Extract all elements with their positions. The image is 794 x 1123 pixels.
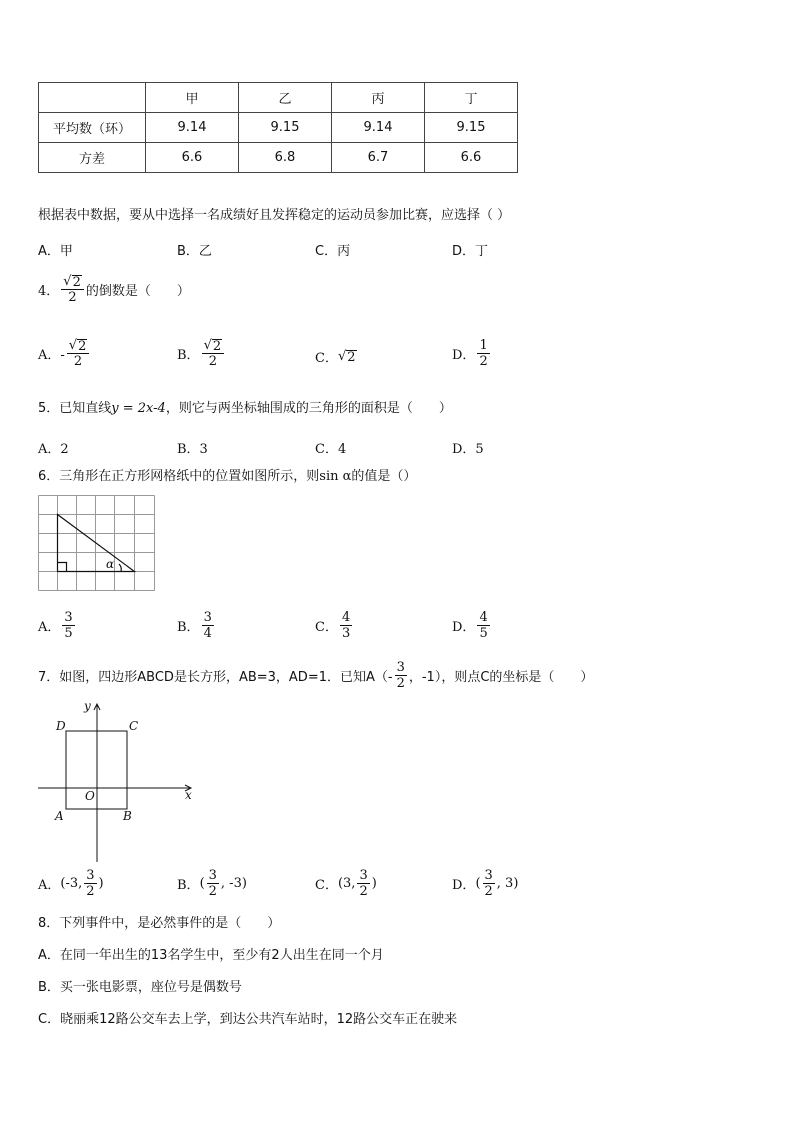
table-header-row [39, 83, 518, 113]
q3-text: 根据表中数据，要从中选择一名成绩好且发挥稳定的运动员参加比赛，应选择（ ） [38, 208, 511, 223]
origin-label: O [85, 789, 95, 803]
q7-coordinate-figure [36, 700, 196, 865]
q7-option-d: D． ( $\frac{3}{2}$ , 3) [452, 868, 519, 899]
q6-option-a: A． $\frac{3}{5}$ [38, 610, 73, 641]
score-table [38, 82, 518, 173]
q6-option-d: D． $\frac{4}{5}$ [452, 610, 488, 641]
q7-option-a: A． (-3, $\frac{3}{2}$ ) [38, 868, 104, 899]
table-row [39, 143, 518, 173]
sqrt-icon: √ [63, 274, 72, 289]
q6-option-b: B． $\frac{3}{4}$ [177, 610, 212, 641]
point-label-c: C [129, 719, 139, 733]
q6-grid-figure [38, 495, 156, 593]
q4-frac-num: 2 [72, 275, 81, 290]
table-header-cell [39, 83, 146, 113]
q4-option-a: A．- √ 2 2 [38, 338, 91, 369]
q5-option-b: B．3 [177, 442, 208, 457]
table-header-cell: 丁 [425, 83, 518, 113]
q8-option-c: C．晓丽乘12路公交车去上学，到达公共汽车站时，12路公交车正在驶来 [38, 1012, 458, 1027]
q8-text: 8．下列事件中，是必然事件的是（ ） [38, 916, 281, 931]
q5-question: 5．已知直线y = 2x-4，则它与两坐标轴围成的三角形的面积是（ ） [38, 401, 452, 416]
q6-option-c: C． $\frac{4}{3}$ [315, 610, 351, 641]
q6-sin: sin α [319, 469, 352, 484]
table-cell: 9.14 [146, 113, 239, 143]
q4-text: 的倒数是（ ） [85, 284, 190, 299]
sqrt-icon: √ [203, 338, 212, 353]
q5-option-c: C．4 [315, 442, 347, 457]
q4-frac-den: 2 [68, 290, 77, 305]
q3-option-c: C．丙 [315, 244, 351, 259]
q5-option-a: A．2 [38, 442, 69, 457]
q5-equation: y = 2x-4 [111, 401, 166, 416]
table-cell: 6.6 [425, 143, 518, 173]
table-cell: 6.8 [239, 143, 332, 173]
q4-question [38, 274, 190, 305]
q4-option-b: B． √ 2 2 [177, 338, 226, 369]
q4-number: 4． [38, 284, 60, 299]
q7-question: 7．如图，四边形ABCD是长方形，AB=3，AD=1．已知A（- $\frac{3}{2}$ ，-1），则点C的坐标是（ ） [38, 660, 594, 691]
point-label-b: B [123, 809, 132, 823]
table-cell: 9.14 [332, 113, 425, 143]
table-header-cell: 乙 [239, 83, 332, 113]
sqrt-icon: √ [68, 338, 78, 353]
table-row [39, 113, 518, 143]
table-header-cell: 丙 [332, 83, 425, 113]
q6-question: 6．三角形在正方形网格纸中的位置如图所示，则sin α的值是（） [38, 469, 417, 484]
y-axis-label: y [84, 700, 91, 713]
q4-option-c: C． √ 2 [315, 349, 356, 366]
q4-fraction [61, 274, 84, 305]
row-label: 方差 [39, 143, 146, 173]
table-header-cell: 甲 [146, 83, 239, 113]
q3-option-a: A．甲 [38, 244, 73, 259]
q3-option-b: B．乙 [177, 244, 212, 259]
q7-option-c: C． (3, $\frac{3}{2}$ ) [315, 868, 377, 899]
x-axis-label: x [185, 788, 192, 802]
table-cell: 9.15 [239, 113, 332, 143]
q7-option-b: B． ( $\frac{3}{2}$ , -3) [177, 868, 247, 899]
table-cell: 9.15 [425, 113, 518, 143]
q8-option-b: B．买一张电影票，座位号是偶数号 [38, 980, 242, 995]
q8-option-a: A．在同一年出生的13名学生中，至少有2人出生在同一个月 [38, 948, 384, 963]
q6-alpha-label: α [106, 557, 115, 571]
row-label: 平均数（环） [39, 113, 146, 143]
table-cell: 6.7 [332, 143, 425, 173]
q4-option-d: D． $\frac{1}{2}$ [452, 338, 488, 369]
point-label-d: D [56, 719, 66, 733]
q3-option-d: D．丁 [452, 244, 489, 259]
sqrt-icon: √ [337, 349, 347, 364]
q5-option-d: D．5 [452, 442, 484, 457]
table-cell: 6.6 [146, 143, 239, 173]
point-label-a: A [55, 809, 64, 823]
